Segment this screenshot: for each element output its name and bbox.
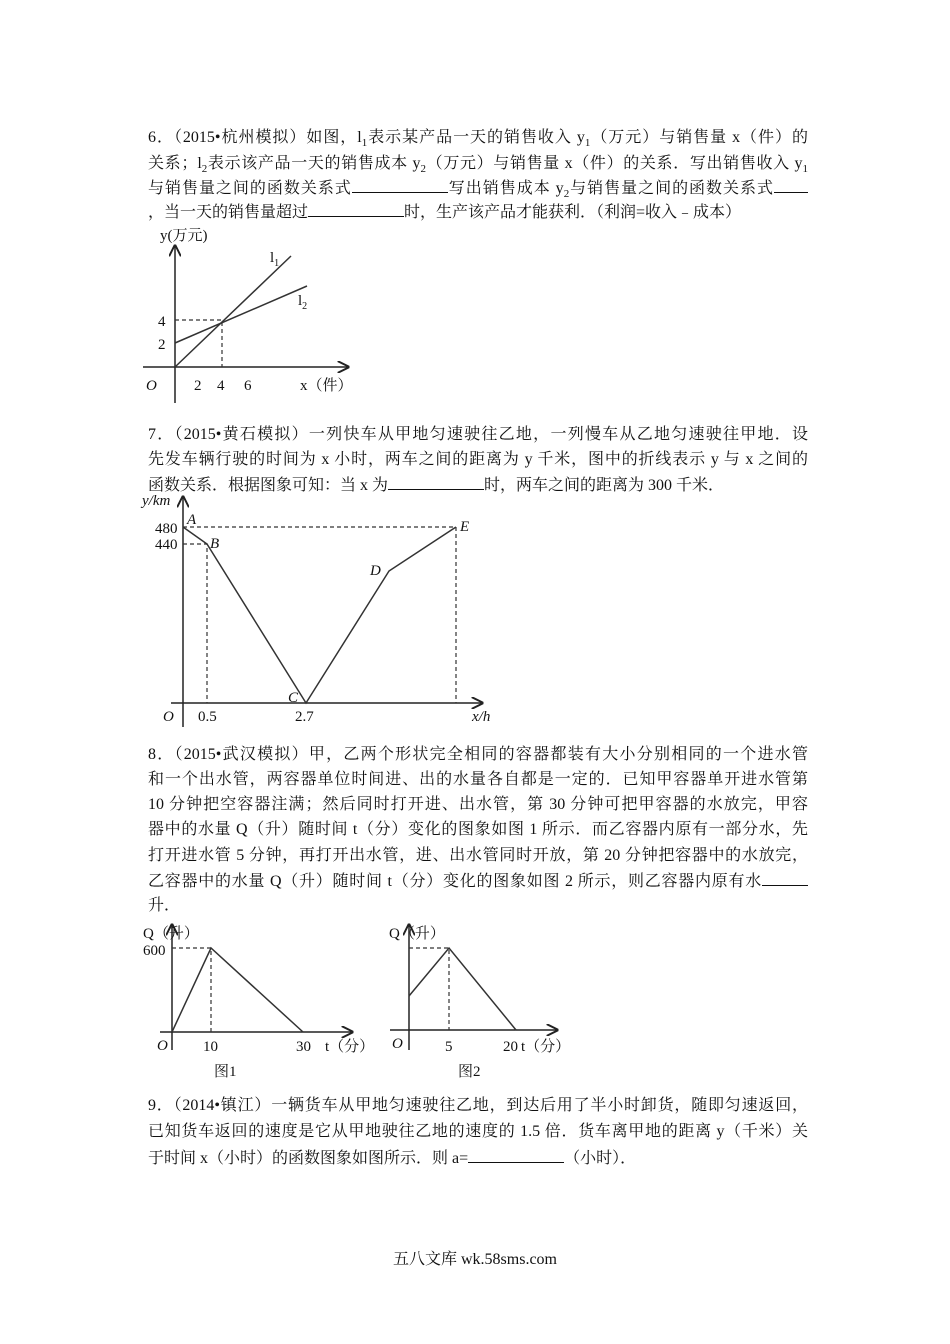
x-tick: 10 [203,1039,218,1055]
origin-label: O [163,709,174,725]
x-tick: 30 [296,1039,311,1055]
footer-watermark: 五八文库 wk.58sms.com [392,1251,557,1268]
y-tick: 600 [143,943,166,959]
figure-caption: 图2 [458,1064,481,1080]
q6-line-2: 关系；$l_2$表示该产品一天的销售成本 $y_2$（万元）与销售量 x（件）的关系．写出销售收入 $y_1$ [148,155,808,176]
q8-line-3: 10 分钟把空容器注满；然后同时打开进、出水管，第 30 分钟可把甲容器的水放完，甲容 [148,796,808,813]
q8-line-1: 8．（2015•武汉模拟）甲，乙两个形状完全相同的容器都装有大小分别相同的一个进水管 [148,746,808,763]
q6-line-1: 6．（2015•杭州模拟）如图，$l_1$表示某产品一天的销售收入 $y_1$（万元）与销售量 x（件）的 [148,129,808,150]
q7-line-2: 先发车辆行驶的时间为 x 小时，两车之间的距离为 y 千米，图中的折线表示 y 与 x 之间的 [148,451,808,468]
y-tick: 4 [158,314,166,330]
x-axis-label: t（分） [325,1039,375,1055]
q9-line-2: 已知货车返回的速度是它从甲地驶往乙地的速度的 1.5 倍．货车离甲地的距离 y（千米）关 [148,1123,808,1140]
origin-label: O [157,1038,168,1054]
q8-line-5: 打开进水管 5 分钟，再打开出水管，进、出水管同时开放，第 20 分钟把容器中的水放完， [148,847,808,864]
x-tick: 4 [217,378,225,394]
origin-label: O [392,1036,403,1052]
q9-line-1: 9．（2014•镇江）一辆货车从甲地匀速驶往乙地，到达后用了半小时卸货，随即匀速返回， [148,1097,808,1114]
water-level-line [409,948,516,1030]
point-d-label: D [370,563,381,579]
l2-label: $l_2$ [298,293,308,312]
x-axis-label: x（件） [300,378,353,394]
y-axis-label: Q（升） [143,926,199,942]
point-b-label: B [210,536,220,552]
q9-line-3: 于时间 x（小时）的函数图象如图所示．则 a= （小时）． [148,1150,637,1167]
origin-label: O [146,378,157,394]
point-c-label: C [288,690,299,706]
q7-line-1: 7．（2015•黄石模拟）一列快车从甲地匀速驶往乙地，一列慢车从乙地匀速驶往甲地．设 [148,426,808,443]
x-tick: 5 [445,1039,453,1055]
answer-blank[interactable] [468,1148,564,1163]
q8-line-4: 器中的水量 Q（升）随时间 t（分）变化的图象如图 1 所示．而乙容器内原有一部分水，先 [148,821,808,838]
q7-line-3: 函数关系．根据图象可知：当 x 为 时，两车之间的距离为 300 千米． [148,477,725,494]
y-axis-label: y(万元) [160,228,208,244]
y-axis-label: Q（升） [389,926,445,942]
y-tick: 480 [155,521,178,537]
q8-line-6: 乙容器中的水量 Q（升）随时间 t（分）变化的图象如图 2 所示，则乙容器内原有水 [148,871,808,892]
q8-line-7: 升． [148,897,181,914]
point-e-label: E [460,519,470,535]
q6-line-4: ，当一天的销售量超过 时，生产该产品才能获利．（利润=收入﹣成本） [148,204,742,221]
x-tick: 2.7 [295,709,314,725]
x-tick: 2 [194,378,202,394]
x-axis-label: t（分） [521,1039,571,1055]
l1-label: $l_1$ [270,250,280,269]
x-tick: 0.5 [198,709,217,725]
figure-2 [389,925,570,1080]
q6-line-3: 与销售量之间的函数关系式 写出销售成本 $y_2$与销售量之间的函数关系式 [148,178,808,199]
y-axis-label: y/km [142,493,171,509]
figure-1 [143,925,374,1080]
x-axis-label: x/h [472,709,491,725]
water-level-line [172,948,303,1032]
point-a-label: A [187,512,197,528]
x-tick: 6 [244,378,252,394]
figure-caption: 图1 [214,1064,237,1080]
q8-line-2: 和一个出水管，两容器单位时间进、出的水量各自都是一定的．已知甲容器单开进水管第 [148,771,808,788]
y-tick: 2 [158,337,166,353]
y-tick: 440 [155,537,178,553]
x-tick: 20 [503,1039,518,1055]
